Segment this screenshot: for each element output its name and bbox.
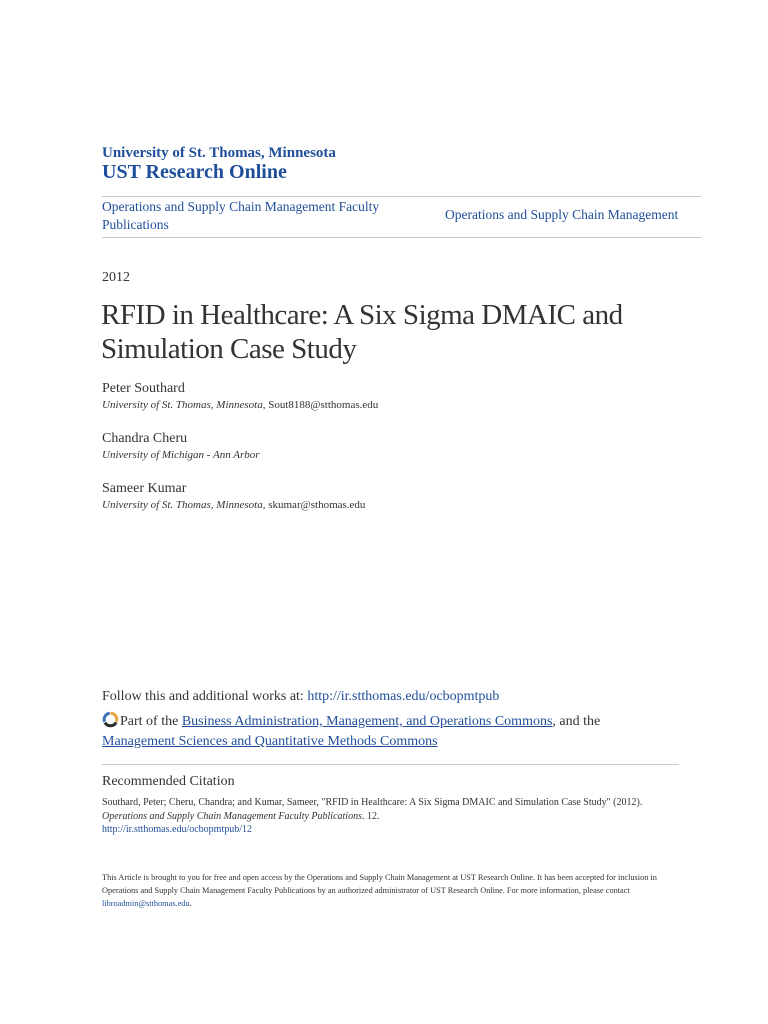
follow-text: Follow this and additional works at: (102, 689, 308, 704)
contact-email-link[interactable]: libroadmin@stthomas.edu (102, 899, 190, 908)
author-name: Chandra Cheru (102, 431, 188, 446)
access-notice-text: This Article is brought to you for free and open access by the Operations and Supply Chain Management at UST Research Online. It has been accepted for inclusion in Operations and Supply Chain Management Faculty Publications by an authorized administrator of UST Research Online. For more information, please contact (102, 873, 657, 895)
institution-name[interactable]: University of St. Thomas, Minnesota (102, 145, 336, 161)
author-name: Peter Southard (102, 381, 185, 396)
author-affiliation-line: University of St. Thomas, Minnesota, skumar@sthomas.edu (102, 499, 366, 511)
business-commons-link[interactable]: Business Administration, Management, and Operations Commons (181, 714, 553, 729)
author-block (102, 430, 662, 463)
author-affiliation: University of St. Thomas, Minnesota (102, 399, 263, 411)
citation-heading: Recommended Citation (102, 774, 235, 789)
divider (102, 196, 701, 197)
article-title: RFID in Healthcare: A Six Sigma DMAIC and Simulation Case Study (101, 299, 623, 365)
citation-authors-title: Southard, Peter; Cheru, Chandra; and Kumar, Sameer, "RFID in Healthcare: A Six Sigma DMAIC and Simulation Case Study" (2012). (102, 797, 643, 808)
commons-statement (102, 711, 702, 752)
follow-line (102, 689, 499, 705)
commons-prefix: Part of the (120, 714, 182, 729)
citation-journal: Operations and Supply Chain Management Faculty Publications (102, 810, 362, 822)
citation-text (102, 796, 682, 837)
commons-network-icon (102, 711, 119, 728)
commons-middle: , and the (552, 714, 601, 729)
access-notice (102, 871, 682, 910)
author-affiliation: University of St. Thomas, Minnesota (102, 499, 263, 511)
series-link[interactable]: Operations and Supply Chain Management Faculty Publications (102, 199, 380, 232)
management-sciences-commons-link[interactable]: Management Sciences and Quantitative Methods Commons (102, 734, 438, 749)
author-affiliation-line (102, 448, 662, 463)
repository-name[interactable]: UST Research Online (102, 161, 287, 183)
author-name: Sameer Kumar (102, 481, 187, 496)
author-block (102, 380, 662, 413)
author-affiliation-line: University of St. Thomas, Minnesota, Sout8188@stthomas.edu (102, 399, 379, 411)
access-notice-end: . (189, 899, 192, 908)
author-email: skumar@sthomas.edu (268, 499, 366, 511)
divider (102, 237, 701, 238)
author-affiliation: University of Michigan - Ann Arbor (102, 449, 260, 461)
department-link[interactable]: Operations and Supply Chain Management (445, 207, 679, 222)
divider (102, 764, 679, 765)
citation-url-link[interactable]: http://ir.stthomas.edu/ocbopmtpub/12 (102, 824, 252, 835)
publication-year: 2012 (102, 270, 130, 285)
citation-number: . 12. (361, 810, 380, 822)
collection-url-link[interactable]: http://ir.stthomas.edu/ocbopmtpub (307, 689, 500, 704)
author-block (102, 480, 662, 513)
author-email: Sout8188@stthomas.edu (268, 399, 379, 411)
